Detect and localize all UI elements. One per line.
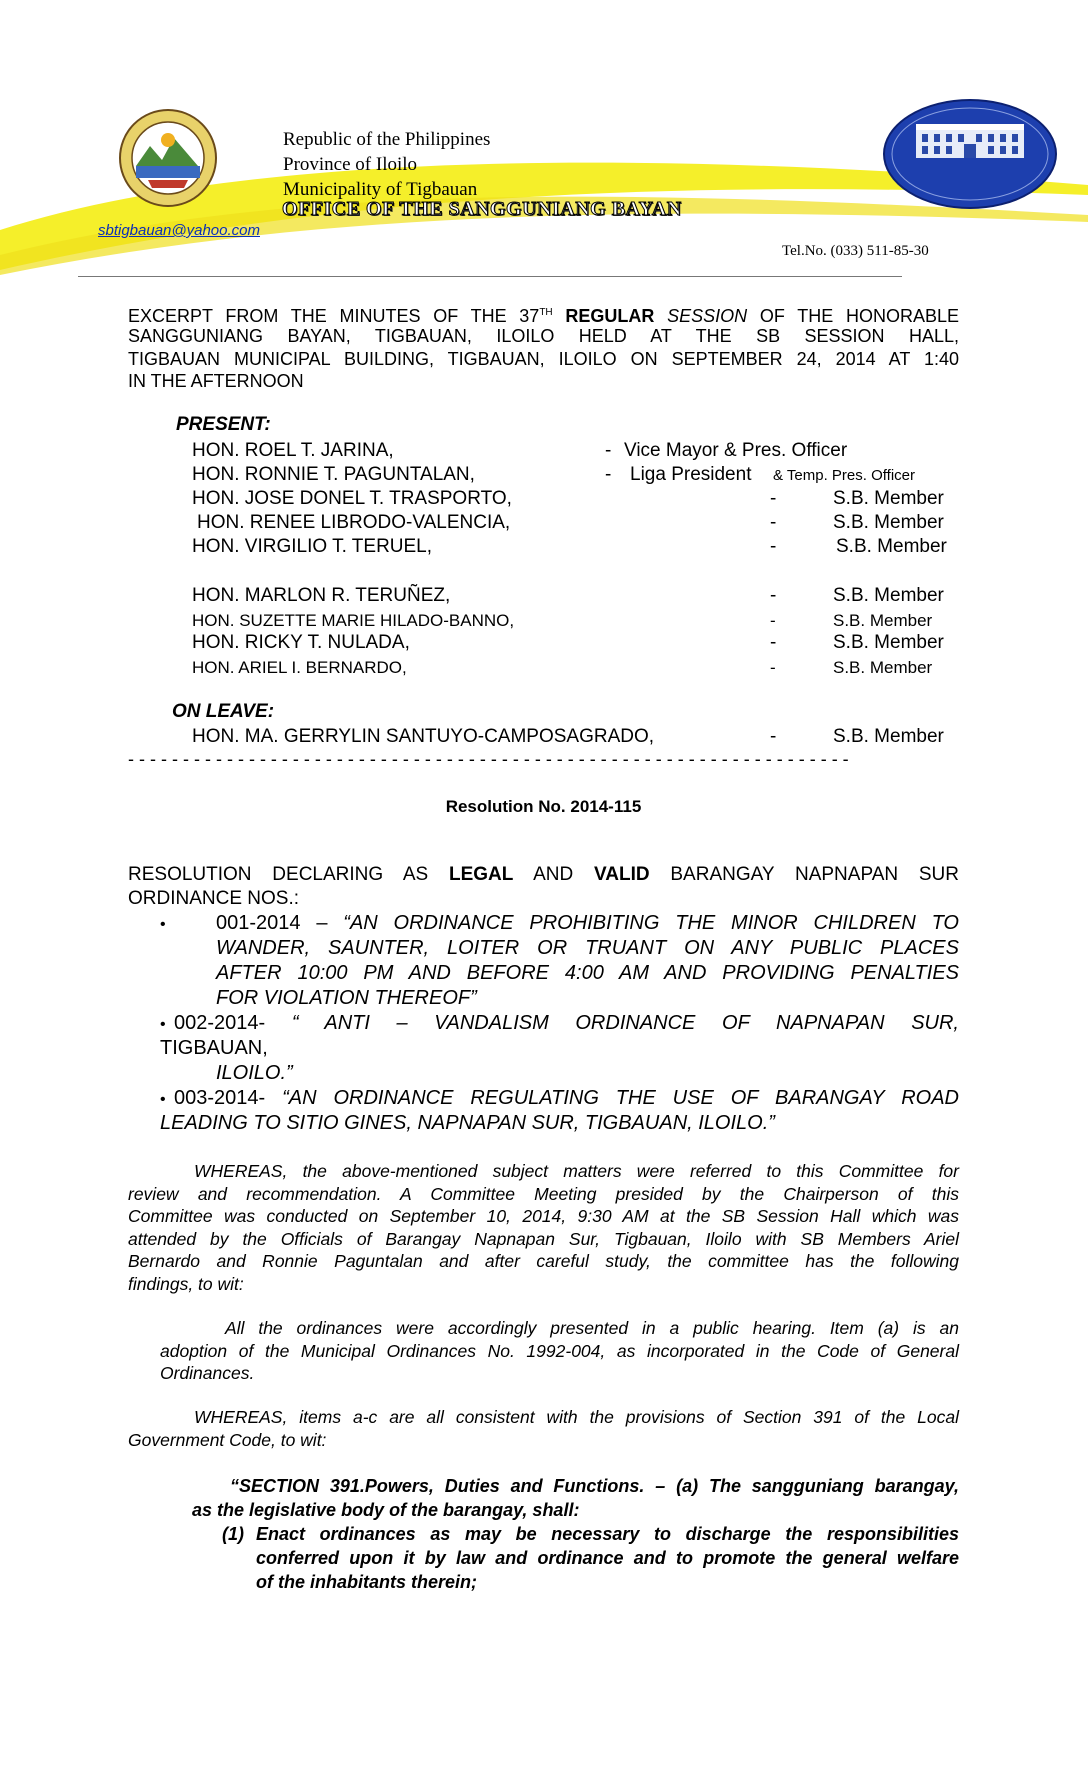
findings-paragraph: All the ordinances were accordingly presented in a public hearing. Item (a) is an adoption of the Municipal Ordinances No. 1992-004, as incorporated in the Code of General Ordinances. — [160, 1318, 959, 1383]
attendee-row: HON. MA. GERRYLIN SANTUYO-CAMPOSAGRADO, - S.B. Member — [192, 726, 944, 747]
attendee-row: HON. RONNIE T. PAGUNTALAN, - Liga President & Temp. Pres. Officer — [192, 464, 915, 485]
attendee-row: HON. ARIEL I. BERNARDO, - S.B. Member — [192, 658, 933, 677]
bullet-icon: • — [160, 1016, 166, 1033]
section-391-item-1: Enact ordinances as may be necessary to discharge the responsibilities conferred upon it by law and ordinance and to promote the general welfare of the inhabitants therein; — [256, 1524, 959, 1592]
sangguniang-bayan-seal — [882, 98, 1058, 210]
ordinance-item-cont: TIGBAUAN, — [160, 1037, 268, 1059]
resolution-title-line-1: RESOLUTION DECLARING AS LEGAL AND VALID BARANGAY NAPNAPAN SUR — [128, 864, 959, 885]
bullet-icon: • — [160, 1091, 166, 1108]
section-391-item-number: (1) — [222, 1524, 244, 1544]
bullet-icon: • — [160, 916, 166, 933]
telephone-number: Tel.No. (033) 511-85-30 — [782, 243, 929, 259]
attendee-row: HON. MARLON R. TERUÑEZ, - S.B. Member — [192, 585, 944, 606]
excerpt-line-2: SANGGUNIANG BAYAN, TIGBAUAN, ILOILO HELD AT THE SB SESSION HALL, — [128, 326, 959, 346]
attendee-row: HON. ROEL T. JARINA, - Vice Mayor & Pres. Officer — [192, 440, 848, 461]
ordinance-item: 001-2014 – “AN ORDINANCE PROHIBITING THE MINOR CHILDREN TO WANDER, SAUNTER, LOITER OR TRUANT ON ANY PUBLIC PLACES AFTER 10:00 PM AND BEFORE 4:00 AM AND PROVIDING PENALTIES FOR VIOLATION THEREOF” — [216, 912, 959, 1009]
excerpt-line-1: EXCERPT FROM THE MINUTES OF THE 37TH REGULAR SESSION OF THE HONORABLE — [128, 306, 959, 326]
section-391-quote: “SECTION 391.Powers, Duties and Functions. – (a) The sangguniang barangay, as the legislative body of the barangay, shall: — [192, 1476, 959, 1520]
letterhead-republic: Republic of the Philippines — [283, 129, 491, 150]
letterhead-municipality: Municipality of Tigbauan — [283, 179, 478, 200]
header-divider — [78, 276, 902, 277]
resolution-title-line-2: ORDINANCE NOS.: — [128, 888, 300, 909]
excerpt-line-3: TIGBAUAN MUNICIPAL BUILDING, TIGBAUAN, ILOILO ON SEPTEMBER 24, 2014 AT 1:40 — [128, 349, 959, 369]
municipal-seal — [118, 108, 218, 208]
resolution-number: Resolution No. 2014-115 — [445, 797, 642, 816]
dashed-separator: - - - - - - - - - - - - - - - - - - - - - - - - - - - - - - - - - - - - - - - - - - - - - - - - - - - - - - - - - - - - - - - - - - — [128, 749, 849, 769]
attendee-row: HON. JOSE DONEL T. TRASPORTO, - S.B. Member — [192, 488, 944, 509]
email-link[interactable]: sbtigbauan@yahoo.com — [98, 222, 260, 239]
ordinance-item-cont: ILOILO.” — [216, 1062, 293, 1084]
attendee-row: HON. VIRGILIO T. TERUEL, - S.B. Member — [192, 536, 947, 557]
attendee-row: HON. RENEE LIBRODO-VALENCIA, - S.B. Member — [197, 512, 944, 533]
on-leave-label: ON LEAVE: — [172, 701, 275, 722]
excerpt-line-4: IN THE AFTERNOON — [128, 371, 304, 391]
ordinance-item: 002-2014- “ ANTI – VANDALISM ORDINANCE OF NAPNAPAN SUR, — [174, 1012, 959, 1034]
ordinance-item: 003-2014- “AN ORDINANCE REGULATING THE USE OF BARANGAY ROAD — [174, 1087, 959, 1109]
attendee-row: HON. RICKY T. NULADA, - S.B. Member — [192, 632, 944, 653]
whereas-paragraph-2: WHEREAS, items a-c are all consistent with the provisions of Section 391 of the Local Government Code, to wit: — [128, 1407, 959, 1450]
letterhead-province: Province of Iloilo — [283, 154, 418, 175]
ordinance-item-cont: LEADING TO SITIO GINES, NAPNAPAN SUR, TIGBAUAN, ILOILO.” — [160, 1112, 775, 1134]
letterhead-office: OFFICE OF THE SANGGUNIANG BAYAN — [282, 198, 682, 220]
present-label: PRESENT: — [176, 414, 271, 435]
whereas-paragraph-1: WHEREAS, the above-mentioned subject matters were referred to this Committee for review and recommendation. A Committee Meeting presided by the Chairperson of this Committee was conducted on September 10, 2014, 9:30 AM at the SB Session Hall which was attended by the Officials of Barangay Napnapan Sur, Tigbauan, Iloilo with SB Members Ariel Bernardo and Ronnie Paguntalan and after careful study, the committee has the following findings, to wit: — [128, 1161, 959, 1294]
attendee-row: HON. SUZETTE MARIE HILADO-BANNO, - S.B. Member — [192, 611, 933, 630]
